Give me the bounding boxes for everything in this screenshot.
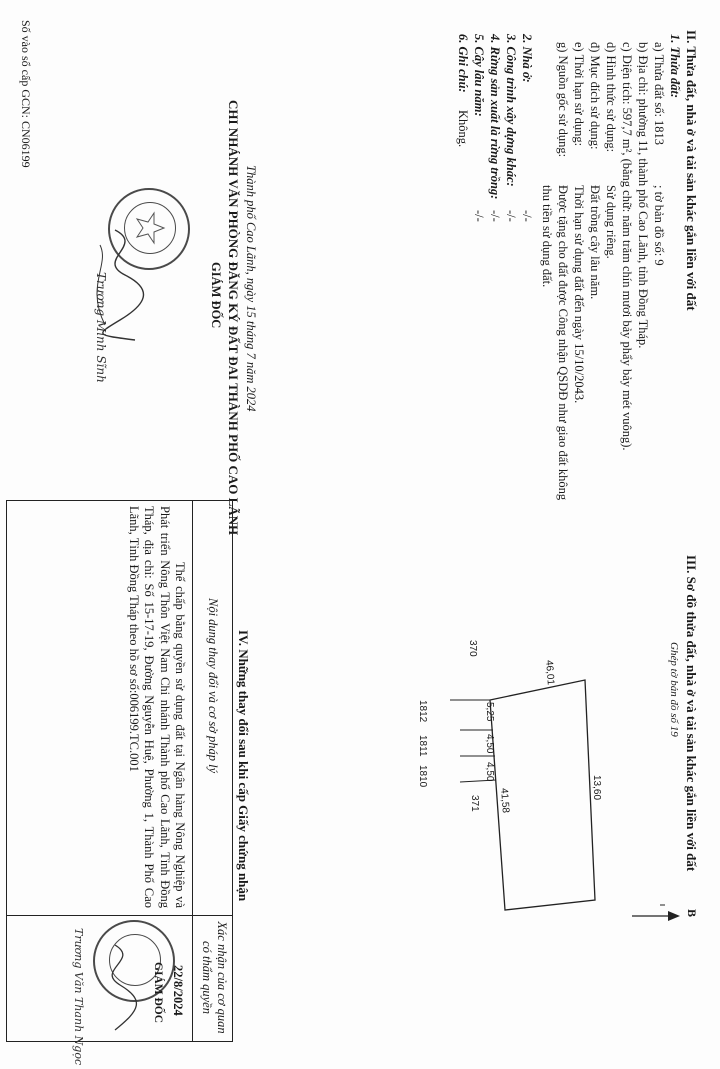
land-address: b) Địa chỉ: phường 11, thành phố Cao Lãnh, tỉnh Đồng Tháp.	[636, 42, 650, 349]
section-3-title: III. Sơ đồ thửa đất, nhà ở và tài sản khác gắn liền với đất	[684, 555, 699, 872]
dim-seg-2: 4,50	[484, 734, 495, 754]
note-value: Không.	[456, 110, 470, 148]
north-arrow-icon	[630, 905, 682, 927]
parcel-1810: 1810	[417, 765, 428, 788]
changes-col-confirm-header: Xác nhận của cơ quan có thẩm quyền	[199, 921, 229, 1034]
map-caption: Ghép tờ bản đồ số 19	[668, 642, 680, 737]
usage-purpose-value: Đất trồng cây lâu năm.	[588, 185, 602, 300]
other-construction-value: -/-	[504, 210, 518, 222]
director-name: Trương Minh Sĩnh	[94, 272, 108, 383]
confirm-signature-scribble-icon	[85, 940, 145, 1035]
usage-origin-value: Được tặng cho đất được Công nhận QSDĐ như giao đất không	[556, 185, 570, 501]
parcel-371: 371	[469, 795, 480, 812]
issue-date-line: Thành phố Cao Lãnh, ngày 15 tháng 7 năm 2024	[244, 165, 258, 412]
changes-col-content-header: Nội dung thay đổi và cơ sở pháp lý	[206, 598, 220, 774]
planted-forest-heading: 4. Rừng sản xuất là rừng trồng:	[488, 34, 502, 200]
mortgage-content: Thế chấp bằng quyền sử dụng đất tại Ngân hàng Nông Nghiệp và Phát triển Nông Thôn Việt Nam Chi nhánh Thành phố Cao Lãnh, Tỉnh Đồng Tháp, địa chỉ: Số 15-17-19, Đường Nguyễn Huệ, Phường 1, Thành Phố Cao Lãnh, Tỉnh Đồng Tháp theo hồ sơ số:006199.TC.001	[127, 506, 187, 908]
usage-origin-label: g) Nguồn gốc sử dụng:	[556, 42, 570, 158]
perennial-trees-heading: 5. Cây lâu năm:	[472, 34, 486, 117]
changes-table-header-divider	[192, 500, 193, 1041]
land-area: c) Diện tích: 597,7 m², (bằng chữ: năm trăm chín mươi bảy phẩy bảy mét vuông).	[620, 42, 634, 451]
usage-form-value: Sử dụng riêng.	[604, 185, 618, 259]
other-construction-heading: 3. Công trình xây dựng khác:	[504, 34, 518, 187]
note-heading: 6. Ghi chú:	[456, 34, 470, 93]
usage-purpose-label: đ) Mục đích sử dụng:	[588, 42, 602, 150]
north-label: B	[685, 909, 699, 918]
confirm-date: 22/8/2024	[171, 965, 185, 1016]
dim-top: 13,60	[591, 775, 602, 801]
director-signature-scribble-icon	[75, 225, 155, 345]
house-value: -/-	[520, 210, 534, 222]
signer-role: GIÁM ĐỐC	[209, 262, 223, 329]
section-4-title: IV. Những thay đổi sau khi cấp Giấy chứng nhận	[236, 630, 251, 902]
map-sheet-number: ; tờ bản đồ số: 9	[652, 185, 666, 266]
confirm-signer-name: Trương Văn Thanh Ngọc	[72, 928, 85, 1066]
usage-term-label: e) Thời hạn sử dụng:	[572, 42, 586, 147]
issuing-office: CHI NHÁNH VĂN PHÒNG ĐĂNG KÝ ĐẤT ĐAI THÀNH PHỐ CAO LÃNH	[226, 100, 241, 536]
changes-table-column-divider	[7, 915, 233, 916]
confirm-role: GIÁM ĐỐC	[152, 962, 164, 1024]
parcel-370: 370	[467, 640, 478, 657]
dim-left: 46,01	[543, 659, 556, 686]
dim-seg-1: 5,25	[484, 702, 495, 722]
usage-form-label: d) Hình thức sử dụng:	[604, 42, 618, 153]
gcn-register-number: Số vào sổ cấp GCN: CN06199	[19, 20, 33, 168]
usage-origin-value-cont: thu tiền sử dụng đất.	[540, 185, 554, 288]
perennial-trees-value: -/-	[472, 210, 486, 222]
usage-term-value: Thời hạn sử dụng đất đến ngày 15/10/2043.	[572, 185, 586, 404]
parcel-1812: 1812	[417, 700, 428, 723]
dim-seg-3: 4,50	[484, 762, 495, 782]
land-number: a) Thửa đất số: 1813	[652, 42, 666, 146]
section-2-title: II. Thửa đất, nhà ở và tài sản khác gắn liền với đất	[684, 30, 699, 311]
dim-right: 41,58	[498, 787, 511, 814]
land-heading: 1. Thửa đất:	[668, 34, 682, 99]
parcel-1811: 1811	[417, 735, 428, 757]
planted-forest-value: -/-	[488, 210, 502, 222]
house-heading: 2. Nhà ở:	[520, 34, 534, 83]
